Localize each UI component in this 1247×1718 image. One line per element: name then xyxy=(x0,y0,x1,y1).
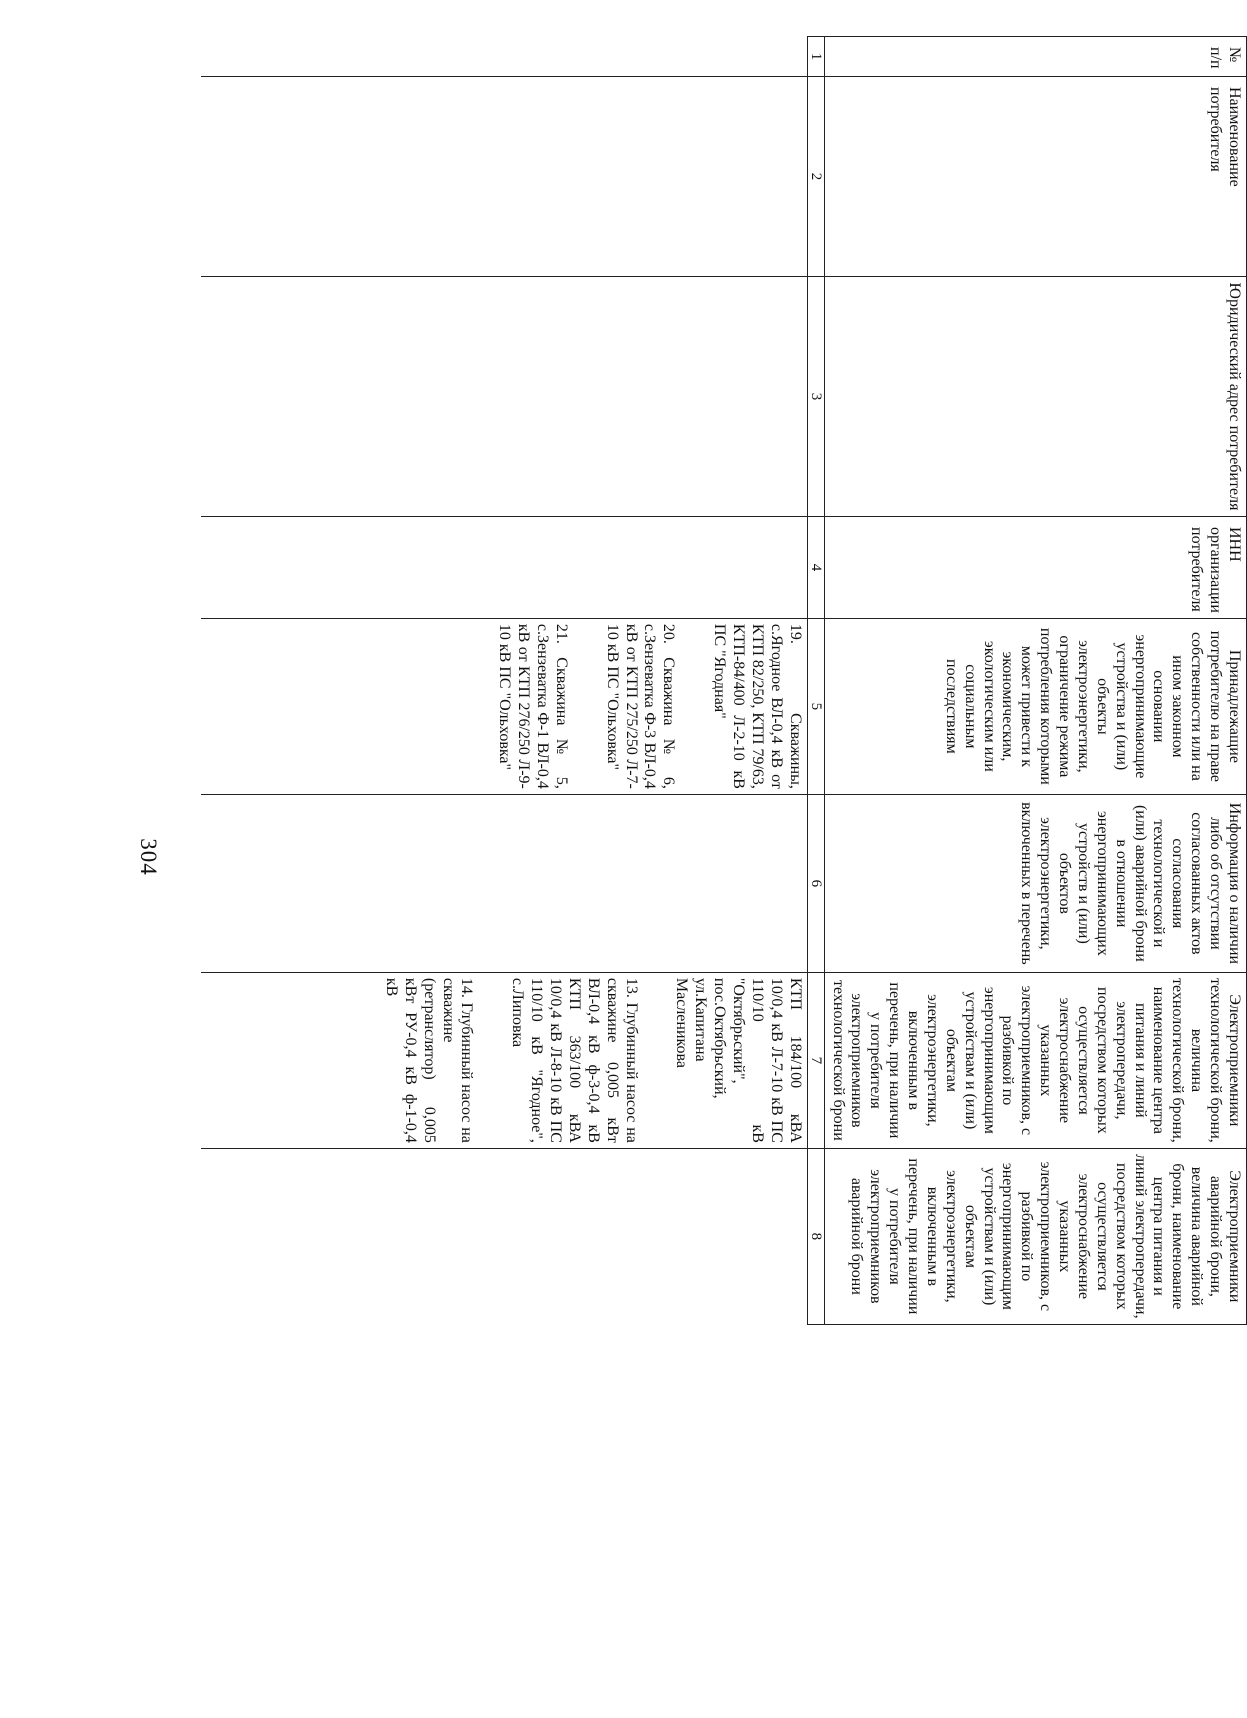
reserve-entry xyxy=(381,978,475,1143)
header-emergency-reserve: Электроприемники аварийной брони, величина аварийной брони, наименование центра питания и линий электропередачи, посредством которых осуществляется электроснабжение указанных электроприемников, с разбивкой по энергопринимающим устройствам и (или) объектам электроэнергетики, включенным в перечень, при наличии у потребителя электроприемников аварийной брони xyxy=(824,1148,1246,1324)
header-technological-reserve: Электроприемники технологической брони, величина технологической брони, наименование центра питания и линий электропередачи, посредством которых осуществляется электроснабжение указанных электроприемников, с разбивкой по энергопринимающим устройствам и (или) объектам электроэнергетики, включенным в перечень, при наличии у потребителя электроприемников технологической брони xyxy=(824,972,1246,1148)
reserve-entry xyxy=(672,978,804,1143)
cell-emergency-reserve xyxy=(201,1148,808,1324)
content-row xyxy=(201,37,808,1325)
cell-legal-address xyxy=(201,277,808,517)
cell-acts-info xyxy=(201,794,808,972)
cell-inn xyxy=(201,517,808,619)
reserve-entry-text: 13. Глубинный насос на скважине 0,005 кВт ВЛ-0,4 кВ ф-3-0,4 кВ КТП 363/100 кВА 10/0,4 кВ Л-8-10 кВ ПС 110/10 кВ "Ягодное", с.Липовка xyxy=(509,977,640,1143)
reserve-entry-text: 14. Глубинный насос на скважине (ретранслятор) 0,005 кВт РУ-0,4 кВ ф-1-0,4 кВ xyxy=(383,977,476,1143)
consumer-table xyxy=(201,36,1247,1325)
header-owned-devices: Принадлежащие потребителю на праве собственности или на ином законном основании энергопринимающие устройства и (или) объекты электроэнергетики, ограничение режима потребления которыми может привести к экономическим, экологическим или социальным последствиям xyxy=(824,618,1246,794)
column-number: 7 xyxy=(807,972,824,1148)
column-number: 8 xyxy=(807,1148,824,1324)
header-inn: ИНН организации потребителя xyxy=(824,517,1246,619)
cell-consumer-name xyxy=(201,77,808,277)
device-entry-text: 20. Скважина № 6, с.Зензеватка Ф-3 ВЛ-0,4 кВ от КТП 275/250 Л-7-10 кВ ПС "Ольховка" xyxy=(603,623,678,789)
column-number: 2 xyxy=(807,77,824,277)
cell-number xyxy=(201,37,808,77)
reserve-entry xyxy=(508,978,640,1143)
device-entry-text: 19. Скважины, с.Ягодное ВЛ-0,4 кВ от КТП 82/250, КТП 79/63, КТП-84/400 Л-2-10 кВ ПС "Ягодная" xyxy=(711,623,804,789)
column-number: 6 xyxy=(807,794,824,972)
header-acts-info: Информация о наличии либо об отсутствии согласованных актов согласования технологической и (или) аварийной брони в отношении энергопринимающих устройств и (или) объектов электроэнергетики, включенных в перечень xyxy=(824,794,1246,972)
header-legal-address: Юридический адрес потребителя xyxy=(824,277,1246,517)
device-entry xyxy=(709,624,803,789)
column-number: 1 xyxy=(807,37,824,77)
header-row xyxy=(824,37,1246,1325)
device-entry xyxy=(602,624,678,789)
header-number: № п/п xyxy=(824,37,1246,77)
device-entry-text: 21. Скважина № 5, с.Зензеватка Ф-1 ВЛ-0,4 кВ от КТП 276/250 Л-9-10 кВ ПС "Ольховка" xyxy=(496,623,570,789)
column-number: 5 xyxy=(807,618,824,794)
column-number: 4 xyxy=(807,517,824,619)
cell-technological-reserve xyxy=(201,972,808,1148)
page-number: 304 xyxy=(136,838,161,876)
column-numbers-row xyxy=(807,37,824,1325)
header-consumer-name: Наименование потребителя xyxy=(824,77,1246,277)
cell-owned-devices xyxy=(201,618,808,794)
column-number: 3 xyxy=(807,277,824,517)
device-entry xyxy=(494,624,570,789)
reserve-entry-text: КТП 184/100 кВА 10/0,4 кВ Л-7-10 кВ ПС 110/10 кВ "Октябрьский", пос.Октябрьский, ул.Капитана Масленикова xyxy=(673,977,804,1143)
rotated-page-content xyxy=(137,36,1247,1716)
